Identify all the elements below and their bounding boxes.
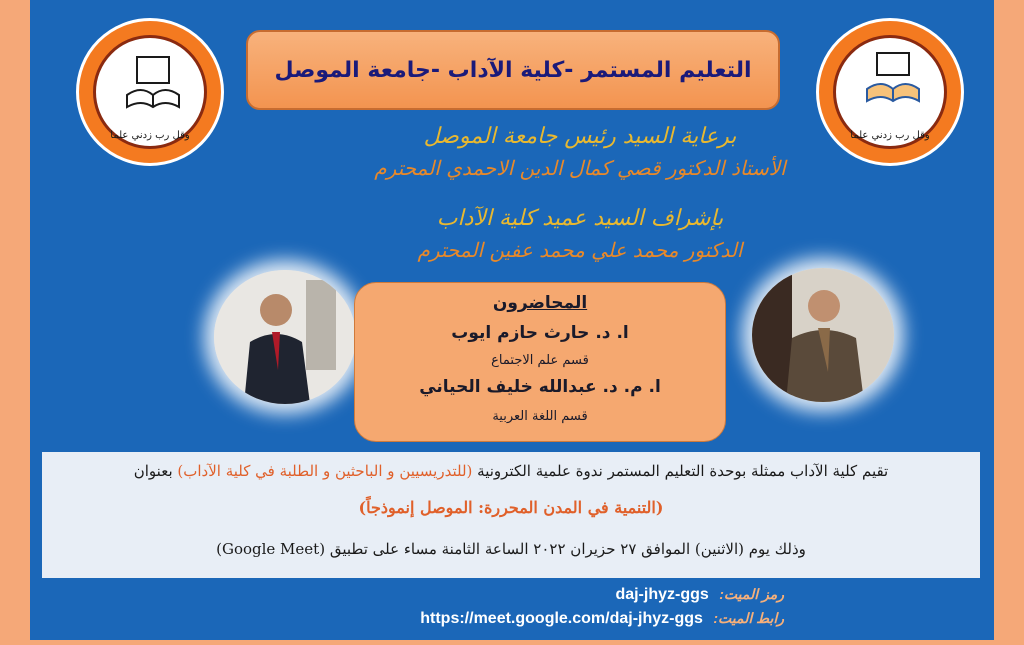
logo-motto: وقل رب زدني علما <box>850 130 930 141</box>
title-banner <box>246 30 780 110</box>
announcement-audience: (للتدريسيين و الباحثين و الطلبة في كلية الآداب) <box>177 462 473 480</box>
meeting-link-label: رابط الميت: <box>713 610 784 626</box>
lecturer-dept-2: قسم اللغة العربية <box>492 409 588 424</box>
announcement-line-1 <box>42 462 980 480</box>
book-emblem-icon <box>863 51 923 115</box>
person-silhouette-icon <box>214 270 356 404</box>
announcement-line-3: وذلك يوم (الاثنين) الموافق ٢٧ حزيران ٢٠٢٢ الساعة الثامنة مساء على تطبيق (Google Meet) <box>216 540 806 558</box>
page-title: التعليم المستمر -كلية الآداب -جامعة الموصل <box>274 57 752 83</box>
patronage-line-1: برعاية السيد رئيس جامعة الموصل <box>423 124 737 149</box>
meeting-link[interactable]: https://meet.google.com/daj-jhyz-ggs <box>420 610 703 627</box>
university-logo-left <box>76 18 224 166</box>
meeting-link-row <box>420 610 784 628</box>
lecturer-name-1: ا. د. حارث حازم ايوب <box>451 323 629 343</box>
meeting-code-row <box>615 586 784 604</box>
supervision-line-1: بإشراف السيد عميد كلية الآداب <box>436 206 724 231</box>
supervision-line-2: الدكتور محمد علي محمد عفين المحترم <box>417 238 743 262</box>
meeting-code-label: رمز الميت: <box>719 586 784 602</box>
meeting-code-value[interactable]: daj-jhyz-ggs <box>615 586 709 603</box>
lecturer-photo-right <box>752 268 894 402</box>
person-silhouette-icon <box>752 268 894 402</box>
announcement-intro: تقيم كلية الآداب ممثلة بوحدة التعليم المستمر ندوة علمية الكترونية <box>477 462 889 480</box>
lecturers-heading: المحاضرون <box>492 293 588 313</box>
patronage-line-2: الأستاذ الدكتور قصي كمال الدين الاحمدي المحترم <box>374 156 786 180</box>
seminar-title: (التنمية في المدن المحررة: الموصل إنموذجاً) <box>358 498 664 517</box>
lecturer-dept-1: قسم علم الاجتماع <box>491 353 589 368</box>
poster-panel <box>30 0 994 640</box>
lecturer-photo-left <box>214 270 356 404</box>
logo-motto: وقل رب زدني علما <box>110 130 190 141</box>
announcement-box <box>42 452 980 578</box>
book-emblem-icon <box>123 55 183 119</box>
announcement-title-lead: بعنوان <box>133 462 173 480</box>
lecturer-name-2: ا. م. د. عبدالله خليف الحياني <box>419 377 661 397</box>
lecturers-box <box>354 282 726 442</box>
